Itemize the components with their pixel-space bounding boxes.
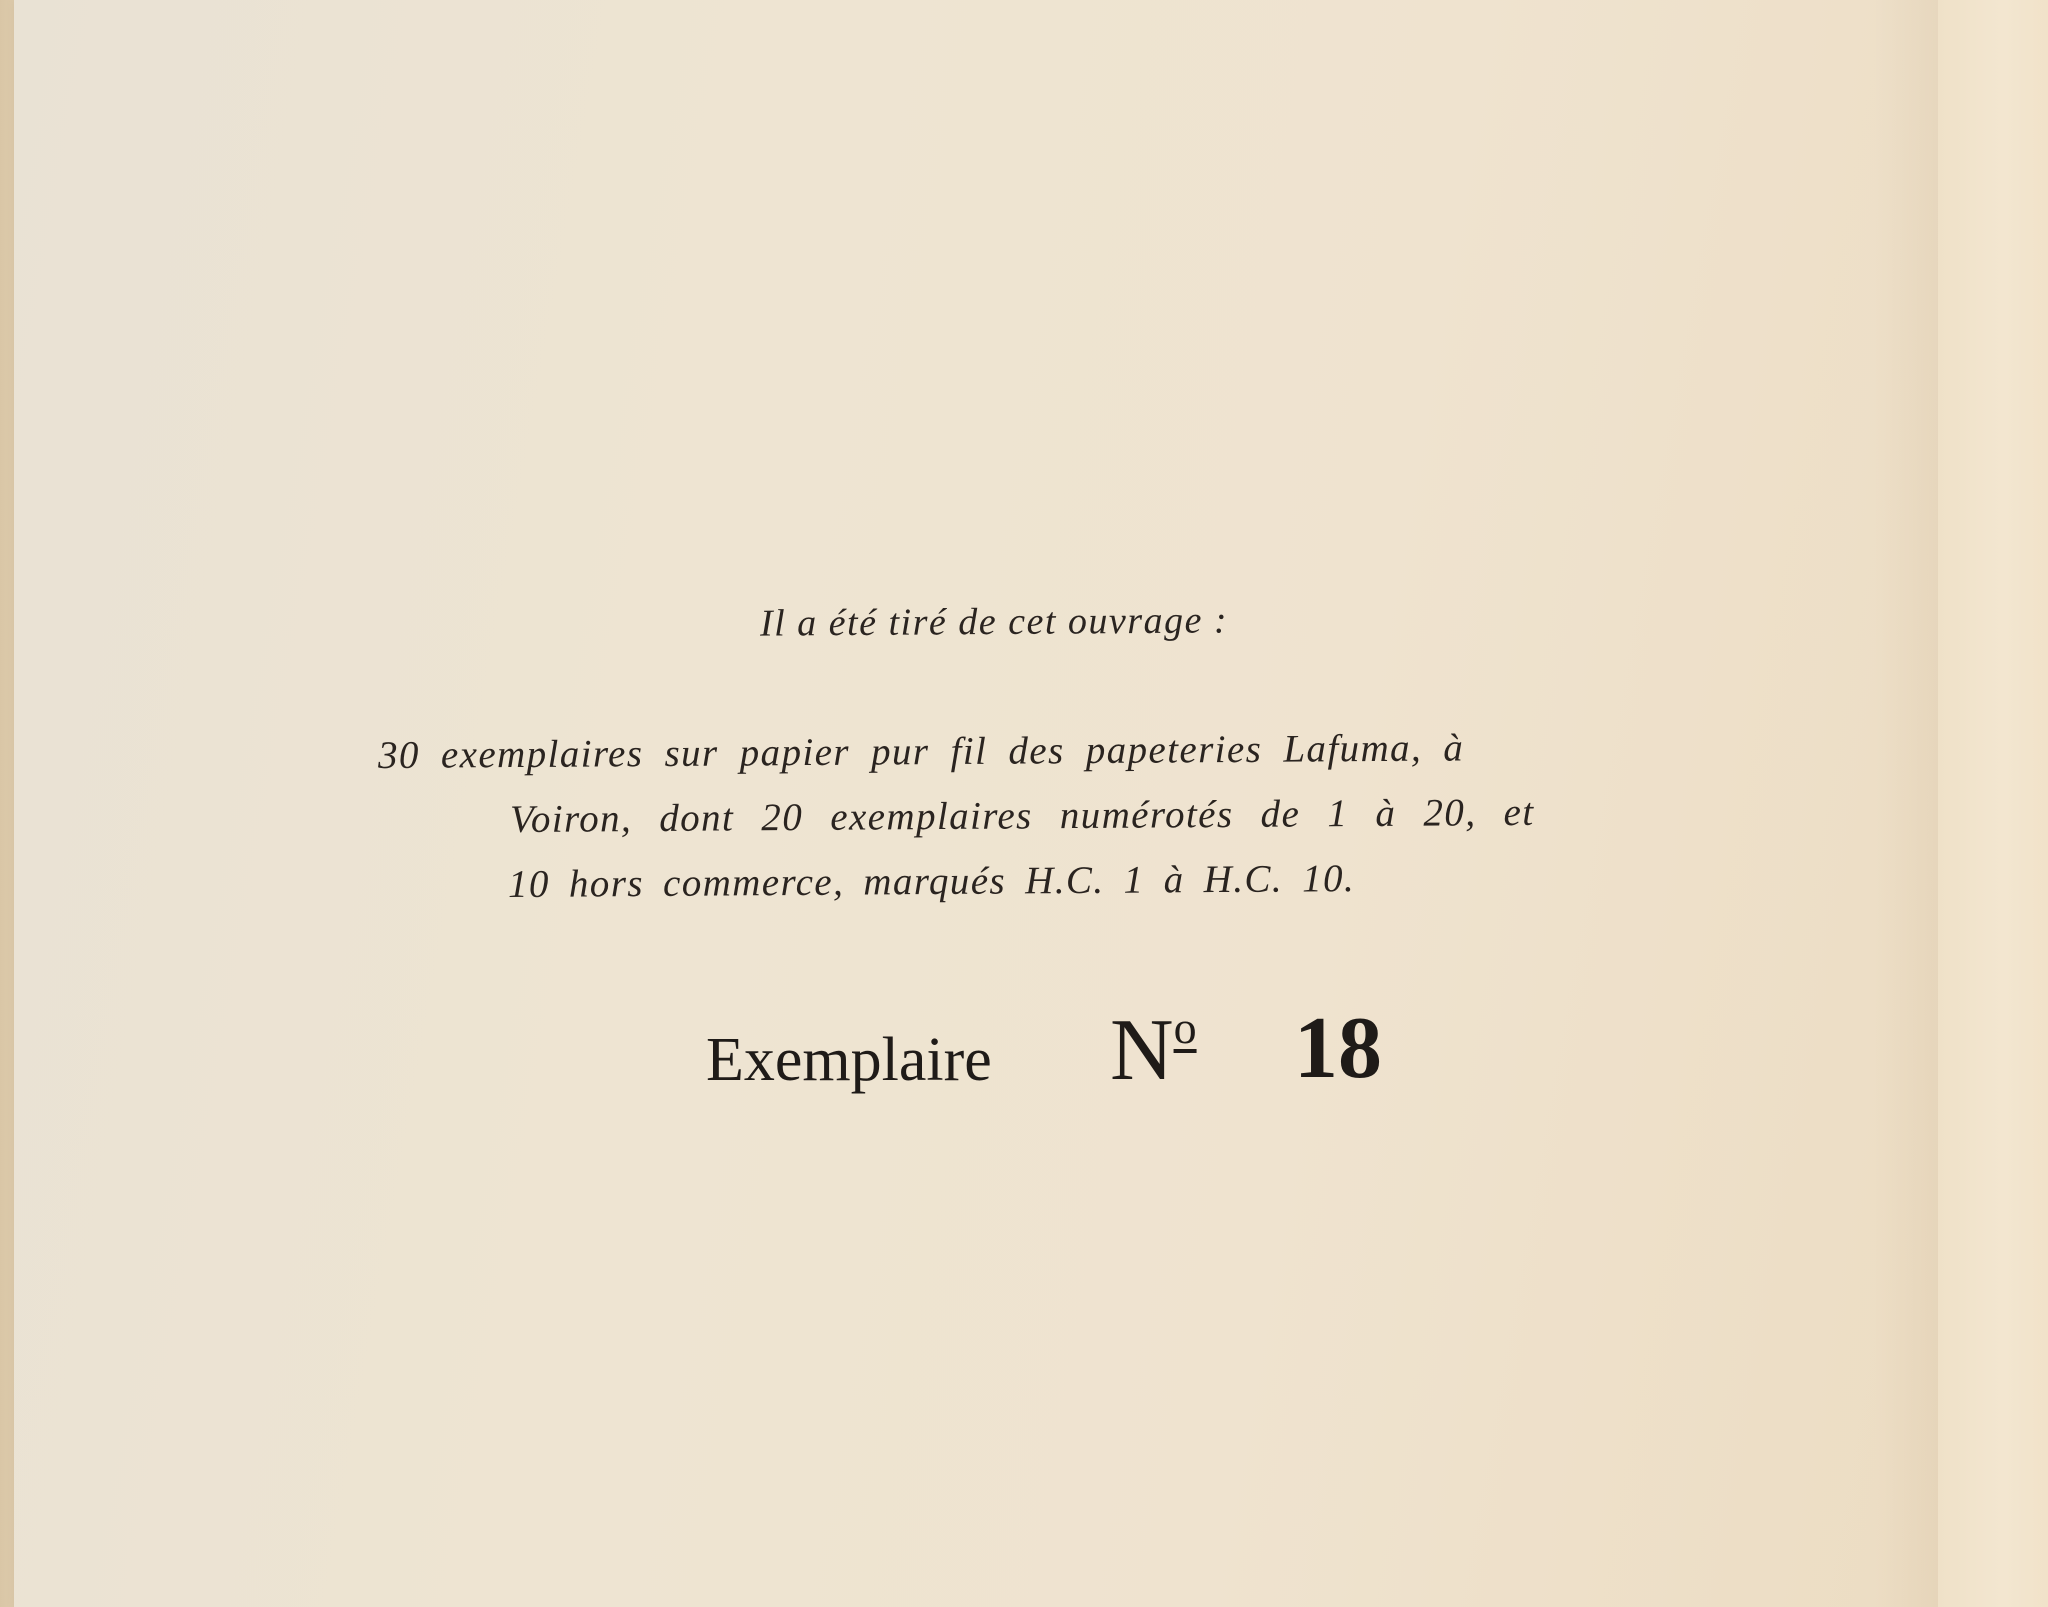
colophon-line-3: 10 hors commerce, marqués H.C. 1 à H.C. 10.	[507, 857, 1356, 906]
adjacent-page	[1938, 0, 2048, 1607]
colophon-line-1: 30 exemplaires sur papier pur fil des papeteries Lafuma, à	[377, 726, 1465, 777]
copy-number: 18	[1294, 1000, 1382, 1097]
colophon-intro: Il a été tiré de cet ouvrage :	[759, 599, 1229, 645]
numero-o: o	[1173, 1002, 1197, 1053]
numero-n: N	[1110, 1002, 1174, 1099]
numero-sign	[1110, 1000, 1197, 1101]
copy-label: Exemplaire	[706, 1026, 992, 1094]
colophon-line-2: Voiron, dont 20 exemplaires numérotés de 1 à 20, et	[509, 790, 1535, 841]
